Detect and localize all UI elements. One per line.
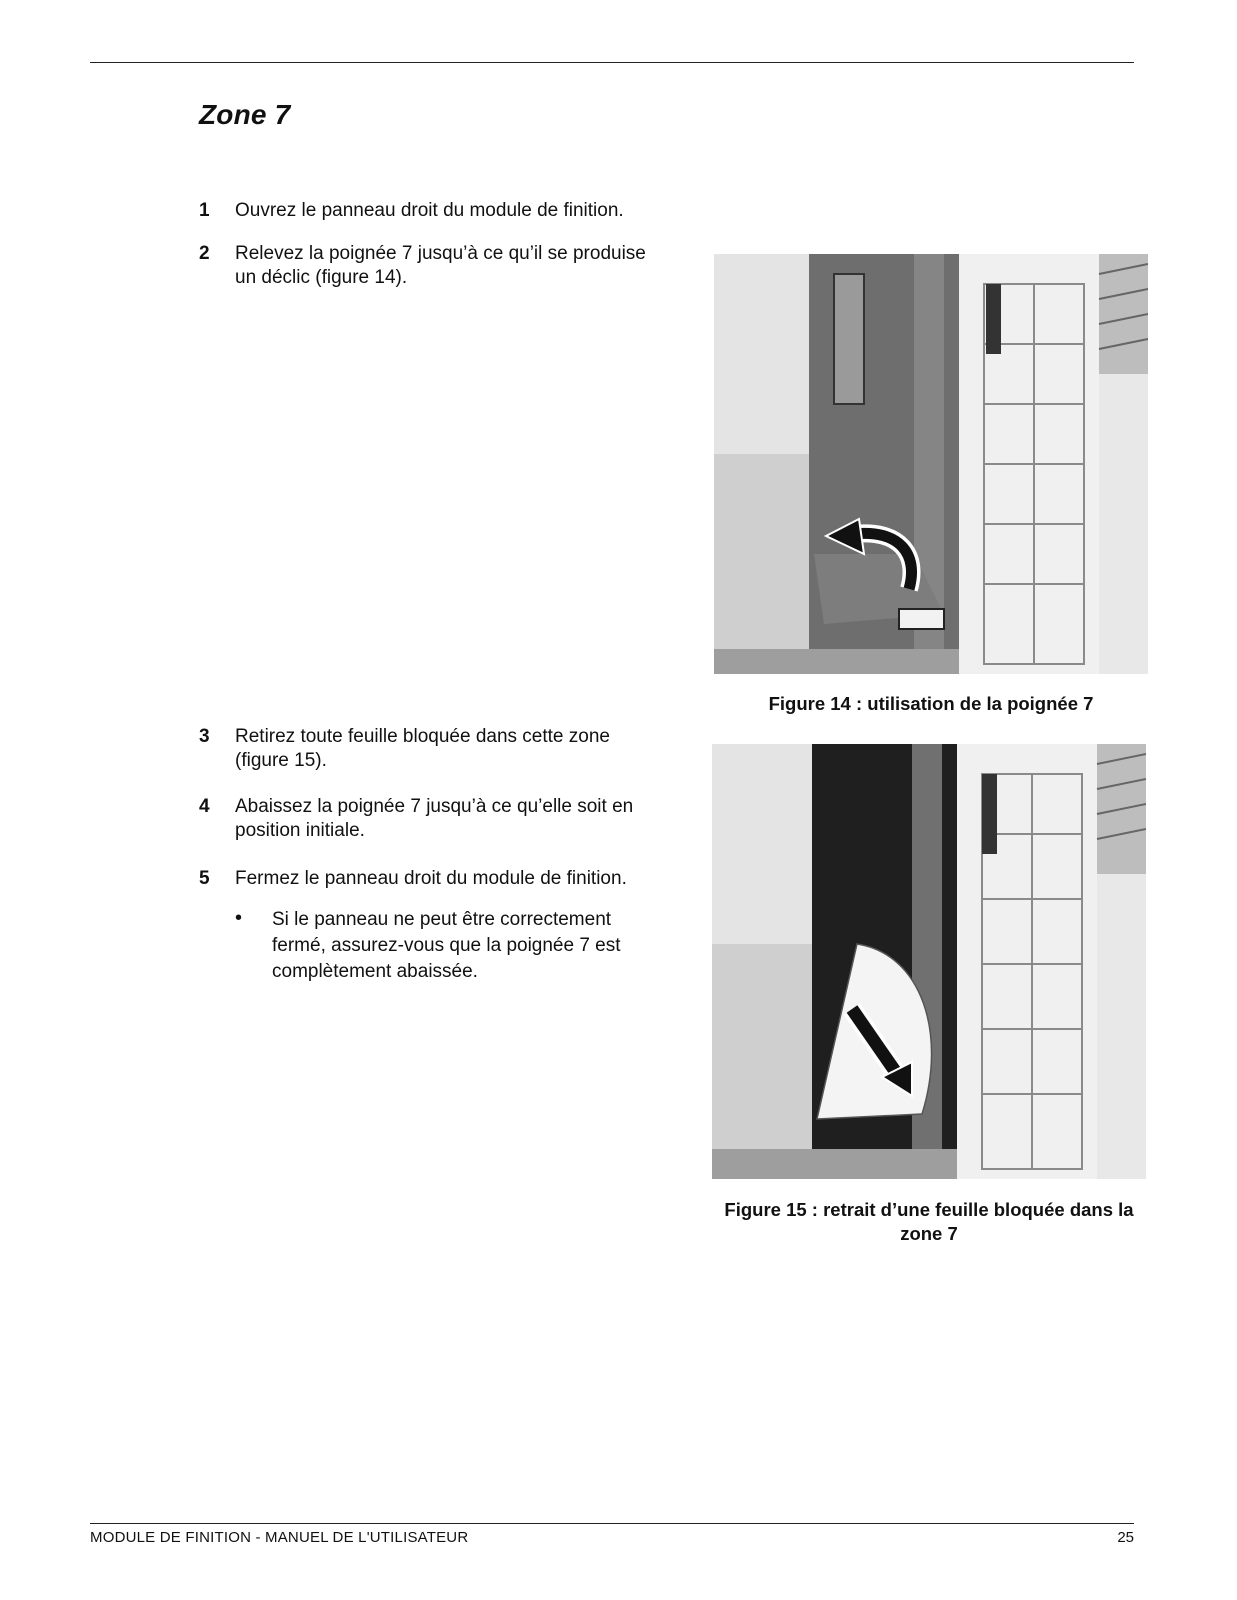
bullet-icon: • [235,907,243,929]
step-text: Abaissez la poignée 7 jusqu’à ce qu’elle soit en position initiale. [235,796,634,841]
note-bullet [235,907,655,985]
step-text: Ouvrez le panneau droit du module de finition. [235,200,624,221]
step-3 [199,725,669,773]
step-number: 2 [199,243,210,264]
step-number: 1 [199,200,210,221]
figure-14-caption: Figure 14 : utilisation de la poignée 7 [768,693,1094,714]
step-5 [199,867,679,891]
step-number: 5 [199,868,210,889]
bullet-text: Si le panneau ne peut être correctement fermé, assurez-vous que la poignée 7 est complètement abaissée. [272,909,621,982]
page-title: Zone 7 [199,99,291,130]
page-number: 25 [1117,1529,1134,1546]
step-4 [199,795,669,843]
step-text: Relevez la poignée 7 jusqu’à ce qu’il se produise un déclic (figure 14). [235,243,646,288]
footer-title: MODULE DE FINITION - MANUEL DE L'UTILISATEUR [90,1529,469,1546]
step-text: Fermez le panneau droit du module de finition. [235,868,627,889]
header-rule [90,62,1134,63]
figure-14-image [714,254,1148,674]
figure-15-caption: Figure 15 : retrait d’une feuille bloquée dans la zone 7 [724,1199,1134,1244]
step-text: Retirez toute feuille bloquée dans cette zone (figure 15). [235,726,610,771]
step-number: 3 [199,726,210,747]
figure-15-image [712,744,1146,1179]
step-number: 4 [199,796,210,817]
step-1 [199,199,679,223]
step-2 [199,242,669,290]
footer-rule [90,1523,1134,1524]
